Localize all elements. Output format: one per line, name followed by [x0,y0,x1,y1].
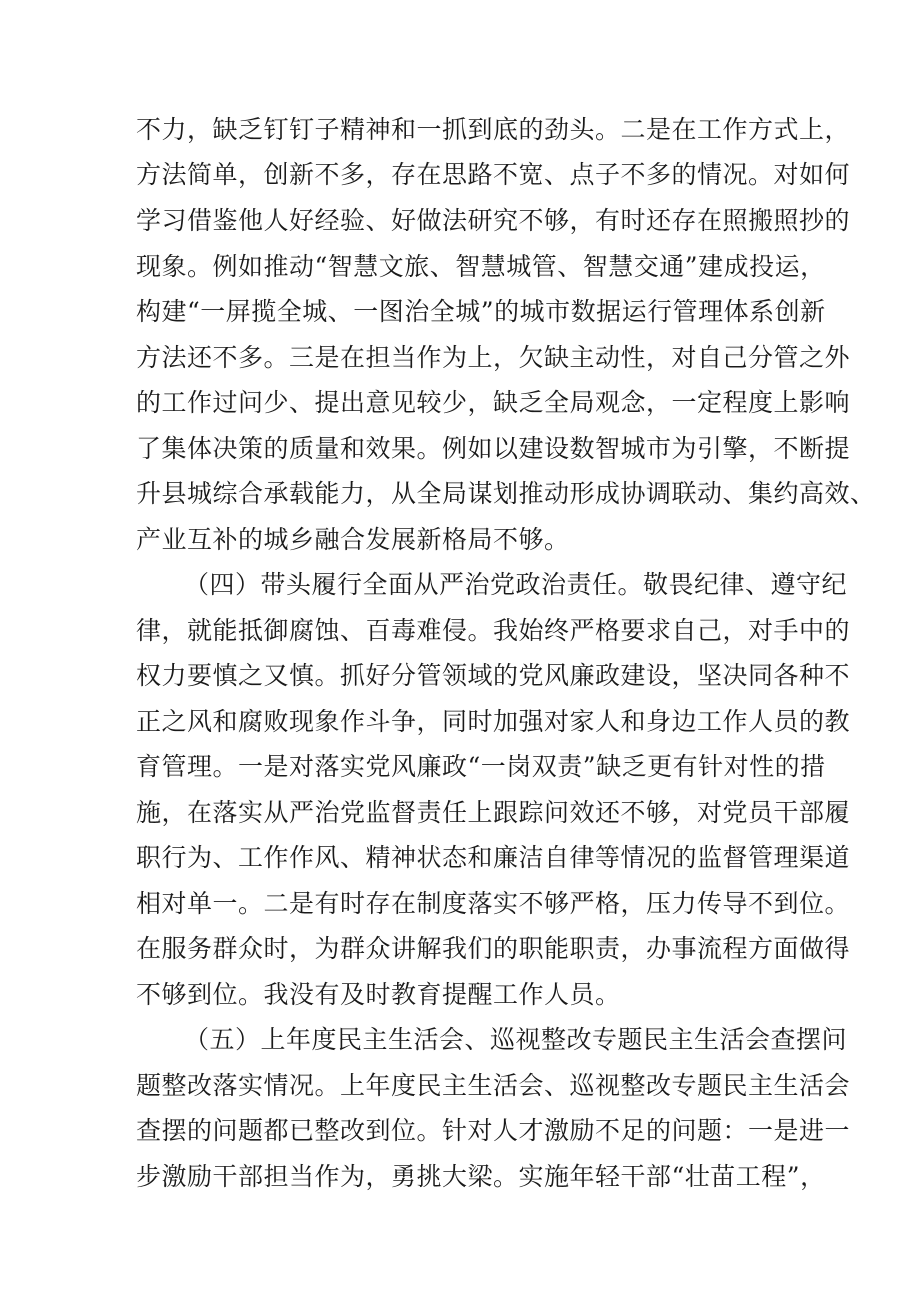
text-line: 的工作过问少、提出意见较少，缺乏全局观念，一定程度上影响 [136,388,851,417]
section-heading-five: （五）上年度民主生活会、巡视整改专题民主生活会查摆问 [184,1025,848,1054]
text-line: 学习借鉴他人好经验、好做法研究不够，有时还存在照搬照抄的 [136,206,851,235]
text-line: 职行为、工作作风、精神状态和廉洁自律等情况的监督管理渠道 [136,843,851,872]
text-line: 育管理。一是对落实党风廉政“一岗双责”缺乏更有针对性的措 [136,752,826,781]
text-line: 正之风和腐败现象作斗争，同时加强对家人和身边工作人员的教 [136,707,851,736]
text-line: 不力，缺乏钉钉子精神和一抓到底的劲头。二是在工作方式上， [136,115,851,144]
text-line: 权力要慎之又慎。抓好分管领域的党风廉政建设，坚决同各种不 [136,661,851,690]
text-line: 题整改落实情况。上年度民主生活会、巡视整改专题民主生活会 [136,1071,851,1100]
text-line: 了集体决策的质量和效果。例如以建设数智城市为引擎，不断提 [136,434,851,463]
text-line: 律，就能抵御腐蚀、百毒难侵。我始终严格要求自己，对手中的 [136,616,851,645]
text-line: 施，在落实从严治党监督责任上跟踪问效还不够，对党员干部履 [136,798,851,827]
text-line: 方法简单，创新不多，存在思路不宽、点子不多的情况。对如何 [136,160,851,189]
text-line: 方法还不多。三是在担当作为上，欠缺主动性，对自己分管之外 [136,343,851,372]
text-line: 升县城综合承载能力，从全局谋划推动形成协调联动、集约高效、 [136,479,876,508]
text-line: 步激励干部担当作为，勇挑大梁。实施年轻干部“壮苗工程”， [136,1162,826,1191]
text-line: 构建“一屏揽全城、一图治全城”的城市数据运行管理体系创新 [136,297,826,326]
text-line: 现象。例如推动“智慧文旅、智慧城管、智慧交通”建成投运， [136,252,826,281]
text-line: 不够到位。我没有及时教育提醒工作人员。 [136,980,621,1009]
text-line: 查摆的问题都已整改到位。针对人才激励不足的问题：一是进一 [136,1116,851,1145]
text-line: 产业互补的城乡融合发展新格局不够。 [136,525,570,554]
text-line: 相对单一。二是有时存在制度落实不够严格，压力传导不到位。 [136,889,851,918]
text-line: 在服务群众时，为群众讲解我们的职能职责，办事流程方面做得 [136,934,851,963]
section-heading-four: （四）带头履行全面从严治党政治责任。敬畏纪律、遵守纪 [184,570,848,599]
